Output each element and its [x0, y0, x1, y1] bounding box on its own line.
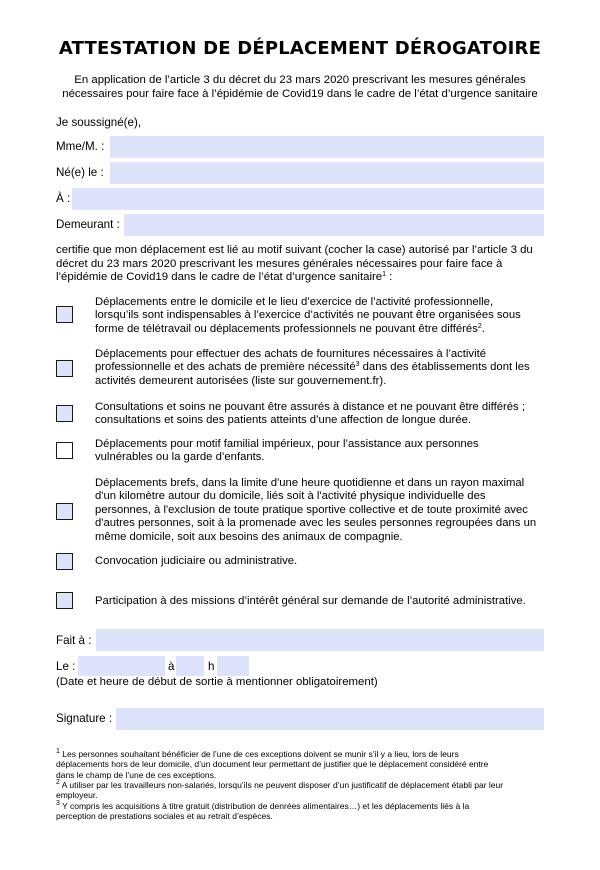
option-exercise: Déplacements brefs, dans la limite d'une heure quotidienne et dans un rayon maximal d'un kilomètre autour du domicile, liés soit à l'activité physique individuelle des personnes, à l'exclusion de toute pratique sportive collective et de toute proximité avec d'autres personnes, soit à la promenade avec les seules personnes regroupées dans un même domicile, soit aux besoins des animaux de compagnie.: [95, 477, 537, 543]
footnote-2: $^2$ A utiliser par les travailleurs non-salariés, lorsqu’ils ne peuvent disposer d’un justificatif de déplacement établi par leur employeur.: [56, 779, 504, 801]
place-field[interactable]: [96, 629, 544, 651]
hour-field[interactable]: [176, 656, 204, 676]
option-shopping: Déplacements pour effectuer des achats de fournitures nécessaires à l’activité professionnelle et des achats de première nécessité$^3$ dans des établissements dont les activités demeurent autorisées (liste sur gouvernement.fr).: [95, 348, 530, 387]
checkbox-mission[interactable]: [56, 592, 73, 609]
signature-field[interactable]: [116, 708, 544, 730]
option-family: Déplacements pour motif familial impérieux, pour l’assistance aux personnes vulnérables ou la garde d’enfants.: [95, 438, 479, 464]
checkbox-exercise[interactable]: [56, 503, 73, 520]
certification-text: certifie que mon déplacement est lié au motif suivant (cocher la case) autorisé par l’article 3 du décret du 23 mars 2020 prescrivant les mesures générales nécessaires pour faire face à l’épidémie de Covid19 dans le cadre de l’état d’urgence sanitaire$^1$ :: [56, 244, 533, 283]
date-field[interactable]: [78, 656, 165, 676]
name-field[interactable]: [110, 136, 544, 158]
address-field[interactable]: [124, 214, 544, 236]
birthplace-label: À :: [56, 192, 71, 205]
hour-minute-separator: h: [208, 660, 215, 673]
name-label: Mme/M. :: [56, 140, 105, 153]
birthdate-label: Né(e) le :: [56, 166, 104, 179]
birthdate-field[interactable]: [110, 162, 544, 184]
checkbox-health[interactable]: [56, 405, 73, 422]
option-mission: Participation à des missions d’intérêt général sur demande de l’autorité administrative.: [95, 595, 526, 607]
birthplace-field[interactable]: [72, 188, 544, 210]
option-court: Convocation judiciaire ou administrative.: [95, 555, 298, 567]
option-health: Consultations et soins ne pouvant être assurés à distance et ne pouvant être différés ; consultations et soins des patients atteints d’une affection de longue durée.: [95, 401, 525, 427]
date-hour-separator: à: [168, 660, 175, 673]
intro-text: En application de l’article 3 du décret du 23 mars 2020 prescrivant les mesures générales nécessaires pour faire face à l’épidémie de Covid19 dans le cadre de l’état d’urgence sanitaire: [62, 74, 538, 100]
footnote-3: $^3$ Y compris les acquisitions à titre gratuit (distribution de denrées alimentaires…) et les déplacements liés à la perception de prestations sociales et au retrait d’espèces.: [56, 800, 470, 822]
address-label: Demeurant :: [56, 218, 120, 231]
document-title: ATTESTATION DE DÉPLACEMENT DÉROGATOIRE: [58, 38, 542, 59]
date-label: Le :: [56, 660, 76, 673]
checkbox-shopping[interactable]: [56, 360, 73, 377]
checkbox-family[interactable]: [56, 442, 73, 459]
minute-field[interactable]: [217, 656, 249, 676]
place-label: Fait à :: [56, 634, 92, 647]
signature-label: Signature :: [56, 712, 113, 725]
footnote-1: $^1$ Les personnes souhaitant bénéficier de l’une de ces exceptions doivent se munir s’il y a lieu, lors de leurs déplacements hors de leur domicile, d’un document leur permettant de justifier que le déplacement considéré entre dans le champ de l’une de ces exceptions.: [56, 748, 489, 780]
checkbox-court[interactable]: [56, 553, 73, 570]
option-work: Déplacements entre le domicile et le lieu d’exercice de l’activité professionnelle, lorsqu’ils sont indispensables à l’exercice d’activités ne pouvant être organisées sous forme de télétravail ou déplacements professionnels ne pouvant être différés$^2$.: [95, 296, 521, 335]
soussigne-label: Je soussigné(e),: [56, 116, 142, 129]
checkbox-work[interactable]: [56, 306, 73, 323]
date-note: (Date et heure de début de sortie à mentionner obligatoirement): [56, 676, 378, 688]
